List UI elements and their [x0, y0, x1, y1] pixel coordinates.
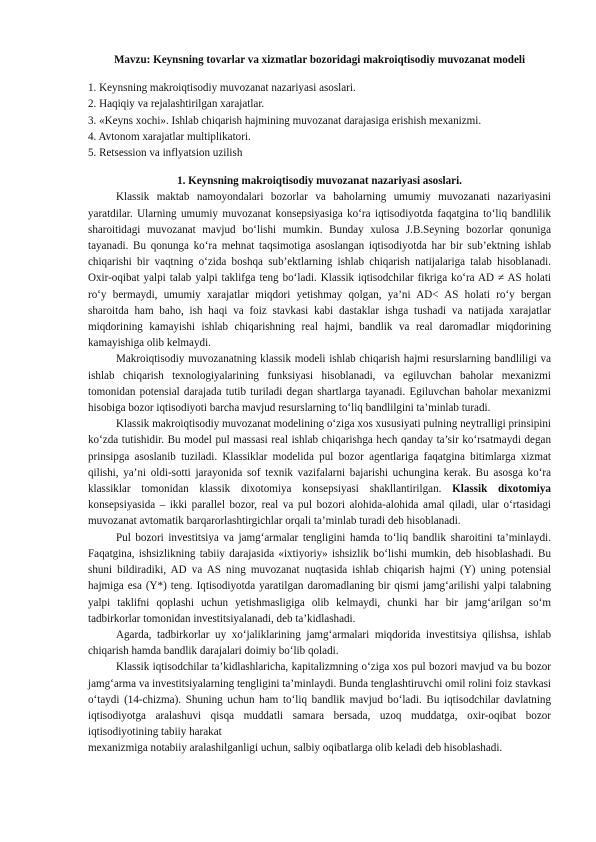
paragraph: Klassik maktab namoyondalari bozorlar va baholarning umumiy muvozanati nazariyasini yaratdilar. Ularning umumiy muvozanat konsepsiyasiga ko‘ra iqtisodiyotda faqatgina to‘liq bandlilik sharoitidagi muvozanat mavjud bo‘lishi mumkin. Bunday xulosa J.B.Seyning bozorlar qonuniga tayanadi. Bu qonunga ko‘ra mehnat taqsimotiga asoslangan iqtisodiyotda har bir sub’ektning ishlab chiqarishi bir vaqtning o‘zida boshqa sub’ektlarning ishlab chiqarish natijalariga talab hisoblanadi. Oxir-oqibat yalpi talab yalpi taklifga teng bo‘ladi. Klassik iqtisodchilar fikriga ko‘ra AD ≠ AS holati ro‘y bermaydi, umumiy xarajatlar miqdori yetishmay qolgan, ya’ni AD< AS holati ro‘y bergan sharoitda ham baho, ish haqi va foiz stavkasi kabi dastaklar ishga tushadi va natijada xarajatlar miqdorining kamayishi ishlab chiqarishning real hajmi, bandlik va real daromadlar miqdorining kamayishiga olib kelmaydi.	[88, 191, 551, 350]
paragraph-text: konsepsiyasida – ikki parallel bozor, real va pul bozori alohida-alohida amal qiladi, ular o‘rtasidagi muvozanat avtomatik barqarorlashtirgichlar orqali ta’minlab turadi deb hisoblanadi.	[88, 499, 551, 528]
paragraph: Agarda, tadbirkorlar uy xo‘jaliklarining jamg‘armalari miqdorida investitsiya qilishsa, ishlab chiqarish hamda bandlik darajalari doimiy bo‘lib qoladi.	[88, 628, 551, 658]
toc-item: 2. Haqiqiy va rejalashtirilgan xarajatlar.	[88, 98, 265, 111]
bold-term: Klassik dixotomiya	[452, 483, 551, 496]
paragraph	[88, 416, 551, 529]
paragraph-text: Klassik makroiqtisodiy muvozanat modelining o‘ziga xos xususiyati pulning neytralligi prinsipini ko‘zda tutishidir. Bu model pul massasi real ishlab chiqarishga hech qanday ta’sir ko‘rsatmaydi degan prinsipga asoslanib tuziladi. Klassiklar modelida pul bozor agentlariga faqatgina bitimlarga xizmat qilishi, ya’ni oldi-sotti jarayonida sof texnik vazifalarni bajarishi uchungina kerak. Bu asosga ko‘ra klassiklar tomonidan klassik dixotomiya konsepsiyasi shakllantirilgan.	[88, 418, 551, 496]
toc-item: 4. Avtonom xarajatlar multiplikatori.	[88, 130, 251, 143]
document-title: Mavzu: Keynsning tovarlar va xizmatlar bozoridagi makroiqtisodiy muvozanat modeli	[113, 54, 526, 66]
toc-item: 3. «Keyns xochi». Ishlab chiqarish hajmining muvozanat darajasiga erishish mexanizmi.	[88, 114, 482, 127]
paragraph: Klassik iqtisodchilar ta’kidlashlaricha, kapitalizmning o‘ziga xos pul bozori mavjud va bu bozor jamg‘arma va investitsiyalarning tengligini ta’minlaydi. Bunda tenglashtiruvchi omil rolini foiz stavkasi o‘taydi (14-chizma). Shuning uchun ham to‘liq bandlik mavjud bo‘ladi. Bu iqtisodchilar davlatning iqtisodiyotga aralashuvi qisqa muddatli samara bersada, uzoq muddatga, oxir-oqibat bozor iqtisodiyotining tabiiy harakat	[88, 661, 551, 739]
table-of-contents	[88, 80, 551, 161]
toc-item: 1. Keynsning makroiqtisodiy muvozanat nazariyasi asoslari.	[88, 82, 356, 95]
toc-item: 5. Retsession va inflyatsion uzilish	[88, 147, 243, 160]
document-page	[88, 52, 551, 757]
paragraph: Makroiqtisodiy muvozanatning klassik modeli ishlab chiqarish hajmi resurslarning bandliligi va ishlab chiqarish texnologiyalarining funksiyasi hisoblanadi, va egiluvchan baholar mexanizmi tomonidan potensial darajada tutib turiladi degan shartlarga tayanadi. Egiluvchan baholar mexanizmi hisobiga bozor iqtisodiyoti barcha mavjud resurslarning to‘liq bandlilgini ta’minlab turadi.	[88, 353, 551, 415]
paragraph: Pul bozori investitsiya va jamg‘armalar tengligini hamda to‘liq bandlik sharoitini ta’minlaydi. Faqatgina, ishsizlikning tabiiy darajasida «ixtiyoriy» ishsizlik bo‘lishi mumkin, deb hisoblashadi. Bu shuni bildiradiki, AD va AS ning muvozanat nuqtasida ishlab chiqarish hajmi (Y) uning potensial hajmiga esa (Y*) teng. Iqtisodiyotda yaratilgan daromadlaning bir qismi jamg‘arilishi yalpi talabning yalpi taklifni qoplashi uchun yetishmasligiga olib kelmaydi, chunki har bir jamg‘arilgan so‘m tadbirkorlar tomonidan investitsiyalanadi, deb ta’kidlashadi.	[88, 531, 551, 625]
paragraph: mexanizmiga notabiiy aralashilganligi uchun, salbiy oqibatlarga olib keladi deb hisoblashadi.	[88, 742, 503, 755]
section-heading: 1. Keynsning makroiqtisodiy muvozanat nazariyasi asoslari.	[177, 175, 462, 188]
